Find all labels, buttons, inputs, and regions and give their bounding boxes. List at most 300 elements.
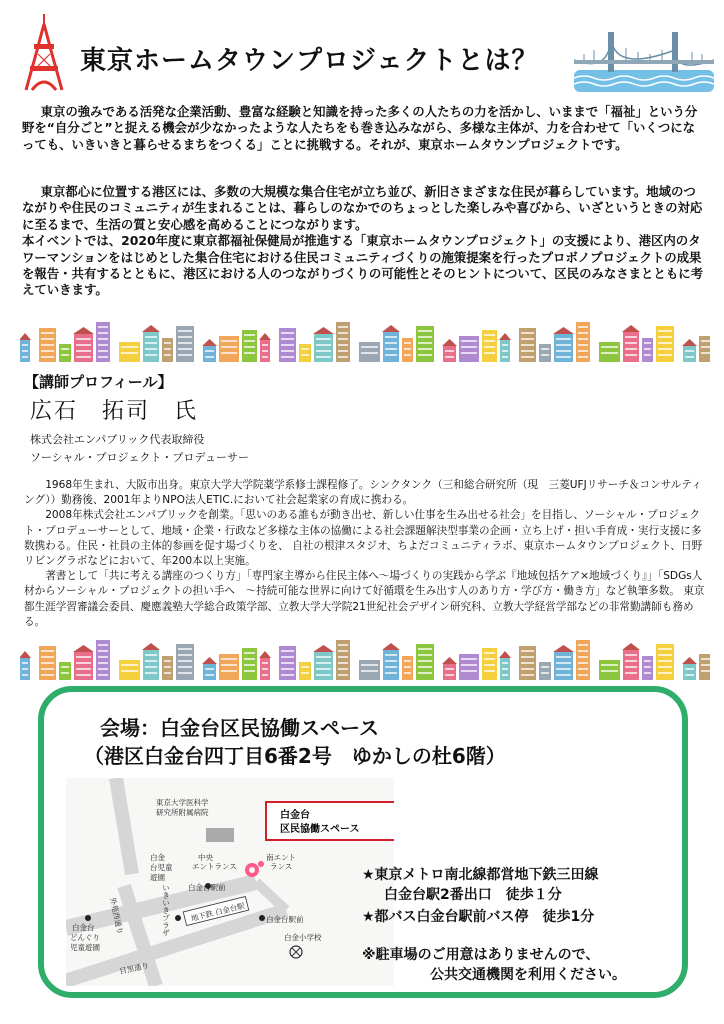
town-window xyxy=(338,338,348,340)
town-window xyxy=(145,672,157,674)
town-window xyxy=(338,656,348,658)
tokyo-tower-icon xyxy=(22,14,66,92)
town-window xyxy=(164,354,171,356)
town-window xyxy=(521,356,534,358)
town-window xyxy=(404,342,411,344)
town-window xyxy=(205,356,214,358)
town-window xyxy=(521,668,534,670)
town-window xyxy=(385,672,397,674)
town-window xyxy=(41,668,54,670)
town-roof xyxy=(553,645,574,652)
town-roof xyxy=(382,325,400,332)
town-window xyxy=(625,654,637,656)
town-window xyxy=(22,662,28,664)
venue-callout-label: 区民協働スペース xyxy=(280,824,360,835)
town-window xyxy=(221,346,237,348)
town-building xyxy=(459,654,479,680)
town-window xyxy=(556,356,571,358)
town-window xyxy=(76,338,91,340)
town-window xyxy=(178,654,192,656)
speaker-bio xyxy=(24,478,708,630)
town-window xyxy=(338,350,348,352)
town-window xyxy=(658,666,672,668)
town-window xyxy=(658,330,672,332)
town-window xyxy=(484,670,495,672)
town-building xyxy=(59,662,71,680)
town-roof xyxy=(442,339,457,346)
town-window xyxy=(178,354,192,356)
town-window xyxy=(361,664,378,666)
town-window xyxy=(338,662,348,664)
town-window xyxy=(484,658,495,660)
town-window xyxy=(145,660,157,662)
town-window xyxy=(178,672,192,674)
town-window xyxy=(145,336,157,338)
park-label: 児童遊園 xyxy=(70,943,100,952)
town-window xyxy=(461,658,477,660)
town-window xyxy=(701,664,710,666)
town-window xyxy=(338,644,348,646)
town-window xyxy=(685,350,694,352)
town-window xyxy=(41,650,54,652)
town-window xyxy=(178,342,192,344)
town-roof xyxy=(313,645,334,652)
town-window xyxy=(145,342,157,344)
town-window xyxy=(121,352,138,354)
town-window xyxy=(41,350,54,352)
town-window xyxy=(22,668,28,670)
town-window xyxy=(484,340,495,342)
town-window xyxy=(556,668,571,670)
town-window xyxy=(404,660,411,662)
town-window xyxy=(658,654,672,656)
town-window xyxy=(556,338,571,340)
town-window xyxy=(301,666,309,668)
town-window xyxy=(404,666,411,668)
town-roof xyxy=(313,327,334,334)
town-window xyxy=(61,666,69,668)
town-roof xyxy=(442,657,457,664)
town-window xyxy=(98,644,108,646)
town-window xyxy=(316,338,331,340)
town-window xyxy=(418,336,432,338)
town-window xyxy=(685,356,694,358)
access-bus: ★都バス白金台駅前バス停 徒歩1分 xyxy=(362,909,595,925)
town-window xyxy=(244,658,255,660)
town-window xyxy=(221,352,237,354)
town-window xyxy=(22,674,28,676)
town-window xyxy=(281,344,294,346)
bus-stop-label: 白金台駅前 xyxy=(188,883,226,892)
speaker-name: 広石 拓司 氏 xyxy=(30,399,199,424)
town-window xyxy=(418,654,432,656)
town-building xyxy=(203,664,216,680)
town-window xyxy=(445,356,454,358)
town-window xyxy=(121,664,138,666)
town-window xyxy=(625,342,637,344)
town-window xyxy=(98,674,108,676)
town-window xyxy=(41,662,54,664)
town-window xyxy=(521,662,534,664)
town-window xyxy=(445,674,454,676)
town-window xyxy=(361,346,378,348)
town-window xyxy=(385,336,397,338)
town-window xyxy=(316,662,331,664)
town-window xyxy=(418,342,432,344)
town-window xyxy=(221,658,237,660)
page-title: 東京ホームタウンプロジェクトとは？ xyxy=(80,46,539,76)
town-window xyxy=(521,674,534,676)
parking-note-detail: 公共交通機関を利用ください。 xyxy=(430,967,626,983)
town-window xyxy=(244,346,255,348)
bio-paragraph-1: 1968年生まれ、大阪市出身。東京大学大学院薬学系修士課程修了。シンクタンク（三和総合研究所（現 三菱UFJリサーチ＆コンサルティング））勤務後、2001年よりNPO法人ETIC.において社会起業家の育成に携わる。 xyxy=(24,479,702,507)
town-window xyxy=(244,664,255,666)
rainbow-bridge-icon xyxy=(574,30,714,92)
town-window xyxy=(262,344,268,346)
bus-stop-icon xyxy=(259,915,265,921)
town-window xyxy=(625,666,637,668)
access-map xyxy=(66,778,394,986)
town-roof xyxy=(553,327,574,334)
town-window xyxy=(361,670,378,672)
town-window xyxy=(658,342,672,344)
town-roof xyxy=(622,643,640,650)
town-window xyxy=(61,672,69,674)
town-roof xyxy=(499,333,511,340)
town-window xyxy=(76,656,91,658)
street-label: 外苑西通り xyxy=(108,896,125,936)
town-window xyxy=(625,672,637,674)
town-window xyxy=(521,338,534,340)
town-window xyxy=(98,338,108,340)
town-window xyxy=(556,344,571,346)
town-window xyxy=(418,354,432,356)
town-building xyxy=(459,336,479,362)
town-illustration xyxy=(20,318,710,362)
town-roof xyxy=(202,657,217,664)
town-window xyxy=(385,660,397,662)
town-window xyxy=(461,352,477,354)
town-window xyxy=(281,332,294,334)
venue-callout-label: 白金台 xyxy=(280,810,310,821)
venue-address: （港区白金台四丁目6番2号 ゆかしの杜6階） xyxy=(84,744,506,768)
town-window xyxy=(22,356,28,358)
hospital-building xyxy=(206,828,234,842)
town-window xyxy=(76,662,91,664)
town-window xyxy=(145,666,157,668)
town-building xyxy=(299,344,311,362)
town-window xyxy=(644,354,651,356)
town-window xyxy=(178,336,192,338)
town-window xyxy=(262,350,268,352)
town-window xyxy=(98,350,108,352)
plaza-label: 白金 xyxy=(150,853,165,862)
bio-paragraph-3: 著書として「共に考える講座のつくり方」「専門家主導から住民主体へ～場づくりの実践から学ぶ『地域包括ケア×地域づくり』」「SDGs人材からソーシャル・プロジェクトの担い手へ ～持続可能な世界に向けて好循環を生み出す人のあり方・学び方・働き方」など執筆多数。 東京都生涯学習審議会委員、慶應義塾大学総合政策学部、立教大学大学院21世紀社会デザイン研究科、立教大学経営学部などの非常勤講師も務める。 xyxy=(24,570,705,628)
town-window xyxy=(164,666,171,668)
town-roof xyxy=(20,651,31,658)
town-roof xyxy=(202,339,217,346)
town-window xyxy=(445,350,454,352)
town-building xyxy=(683,346,696,362)
town-window xyxy=(385,342,397,344)
town-window xyxy=(484,346,495,348)
town-window xyxy=(262,674,268,676)
bio-paragraph-2: 2008年株式会社エンパブリックを創業。「思いのある誰もが動き出せ、新しい仕事を生み出せる社会」を目指し、ソーシャル・プロジェクト・プロデューサーとして、地域・企業・行政など多様な主体の協働による社会課題解決型事業の企画・立ち上げ・担い手育成・実行支援に多数携わる。住民・社員の主体的参画を促す場づくりを、 自社の根津スタジオ、ちよだコミュニティラボ、東京ホームタウンプロジェクト、日野リビングラボなどにおいて、年200本以上実施。 xyxy=(24,509,703,568)
town-building xyxy=(539,344,551,362)
town-window xyxy=(221,340,237,342)
town-window xyxy=(221,670,237,672)
town-window xyxy=(521,350,534,352)
town-window xyxy=(521,650,534,652)
intro-paragraph-1 xyxy=(22,104,706,153)
town-window xyxy=(502,668,508,670)
town-window xyxy=(685,674,694,676)
town-window xyxy=(121,346,138,348)
town-window xyxy=(502,662,508,664)
town-window xyxy=(418,666,432,668)
town-building xyxy=(699,336,710,362)
town-window xyxy=(178,660,192,662)
town-window xyxy=(541,672,549,674)
town-window xyxy=(484,334,495,336)
town-window xyxy=(658,672,672,674)
town-window xyxy=(685,668,694,670)
town-window xyxy=(461,670,477,672)
park-label: 白金台 xyxy=(72,923,95,932)
town-window xyxy=(338,674,348,676)
town-window xyxy=(281,668,294,670)
town-window xyxy=(578,668,588,670)
town-window xyxy=(244,334,255,336)
town-window xyxy=(461,664,477,666)
town-window xyxy=(502,356,508,358)
town-window xyxy=(385,348,397,350)
town-window xyxy=(121,670,138,672)
town-window xyxy=(316,344,331,346)
town-window xyxy=(502,350,508,352)
town-window xyxy=(601,664,618,666)
entrance-label: エントランス xyxy=(192,862,237,871)
town-window xyxy=(578,356,588,358)
intro-text-2b: 本イベントでは、2020年度に東京都福祉保健局が推進する「東京ホームタウンプロジェクト」の支援により、港区内のタワーマンションをはじめとした集合住宅における住民コミュニティづくりの施策提案を行ったプロボノプロジェクトの成果を報告・共有するとともに、港区における人のつながりづくりの可能性とそのヒントについて、区民のみなさまとともに考えていきます。 xyxy=(22,233,703,298)
town-window xyxy=(244,352,255,354)
town-window xyxy=(262,356,268,358)
town-window xyxy=(164,342,171,344)
town-window xyxy=(205,668,214,670)
intro-text-2a: 東京都心に位置する港区には、多数の大規模な集合住宅が立ち並び、新旧さまざまな住民が暮らしています。地域のつながりや住民のコミュニティが生まれることは、暮らしのなかでのちょっとした楽しみや喜びから、いざというときの対応に至るまで、生活の質と安心感を高めることにつながります。 xyxy=(22,184,703,232)
speaker-role: 株式会社エンパブリック代表取締役 xyxy=(30,433,205,446)
town-window xyxy=(98,344,108,346)
town-roof xyxy=(259,651,271,658)
town-window xyxy=(644,660,651,662)
town-window xyxy=(404,348,411,350)
town-building xyxy=(443,664,456,680)
town-window xyxy=(316,356,331,358)
town-window xyxy=(98,326,108,328)
town-window xyxy=(145,354,157,356)
town-window xyxy=(61,354,69,356)
town-window xyxy=(316,350,331,352)
town-window xyxy=(178,348,192,350)
town-window xyxy=(578,338,588,340)
town-window xyxy=(556,350,571,352)
town-window xyxy=(98,356,108,358)
town-building xyxy=(539,662,551,680)
town-window xyxy=(338,356,348,358)
town-window xyxy=(316,668,331,670)
town-window xyxy=(205,674,214,676)
town-window xyxy=(145,348,157,350)
town-window xyxy=(281,356,294,358)
town-window xyxy=(98,332,108,334)
town-window xyxy=(178,330,192,332)
town-window xyxy=(644,666,651,668)
town-window xyxy=(701,352,710,354)
town-window xyxy=(164,672,171,674)
town-window xyxy=(281,656,294,658)
town-window xyxy=(164,348,171,350)
town-window xyxy=(556,674,571,676)
town-window xyxy=(61,348,69,350)
town-window xyxy=(301,672,309,674)
venue-title: 会場：白金台区民協働スペース xyxy=(100,716,379,740)
town-roof xyxy=(682,339,697,346)
school-label: 白金小学校 xyxy=(284,933,322,942)
town-window xyxy=(418,330,432,332)
town-building xyxy=(443,346,456,362)
town-roof xyxy=(73,645,94,652)
town-roof xyxy=(73,327,94,334)
town-window xyxy=(98,656,108,658)
town-window xyxy=(244,670,255,672)
town-window xyxy=(578,332,588,334)
town-window xyxy=(484,352,495,354)
town-roof xyxy=(622,325,640,332)
town-window xyxy=(418,672,432,674)
town-building xyxy=(203,346,216,362)
town-window xyxy=(404,354,411,356)
town-window xyxy=(578,656,588,658)
plaza-label: 遊園 xyxy=(150,873,165,882)
town-window xyxy=(281,662,294,664)
town-window xyxy=(445,668,454,670)
town-window xyxy=(418,648,432,650)
town-window xyxy=(41,344,54,346)
town-window xyxy=(644,348,651,350)
town-window xyxy=(221,664,237,666)
town-building xyxy=(219,654,239,680)
town-roof xyxy=(20,333,31,340)
town-window xyxy=(541,666,549,668)
intro-text-1: 東京の強みである活発な企業活動、豊富な経験と知識を持った多くの人たちの力を活かし、いままで「福祉」という分野を“自分ごと”と捉える機会が少なかったような人たちをも巻き込みながら、多様な主体が、力を合わせて「いくつになっても、いきいきと暮らせるまちをつくる」ことに挑戦する。それが、東京ホームタウンプロジェクトです。 xyxy=(22,104,698,152)
town-window xyxy=(502,674,508,676)
town-window xyxy=(578,326,588,328)
town-window xyxy=(625,336,637,338)
town-window xyxy=(541,354,549,356)
town-window xyxy=(178,666,192,668)
town-window xyxy=(461,340,477,342)
town-window xyxy=(625,348,637,350)
access-subway: ★東京メトロ南北線都営地下鉄三田線 xyxy=(362,867,599,883)
town-roof xyxy=(499,651,511,658)
town-window xyxy=(41,332,54,334)
town-window xyxy=(41,356,54,358)
town-window xyxy=(281,350,294,352)
town-window xyxy=(316,656,331,658)
town-window xyxy=(385,666,397,668)
town-window xyxy=(22,350,28,352)
town-window xyxy=(301,354,309,356)
town-window xyxy=(701,340,710,342)
town-window xyxy=(361,352,378,354)
town-window xyxy=(658,660,672,662)
town-window xyxy=(701,346,710,348)
town-window xyxy=(521,332,534,334)
town-window xyxy=(644,342,651,344)
town-window xyxy=(301,348,309,350)
town-window xyxy=(601,670,618,672)
town-window xyxy=(541,348,549,350)
entrance-label: ランス xyxy=(270,862,293,871)
town-window xyxy=(338,332,348,334)
town-window xyxy=(644,672,651,674)
town-window xyxy=(502,344,508,346)
town-window xyxy=(658,354,672,356)
town-window xyxy=(98,668,108,670)
town-roof xyxy=(142,325,160,332)
town-window xyxy=(625,354,637,356)
hospital-label: 研究所附属病院 xyxy=(156,808,209,817)
town-roof xyxy=(382,643,400,650)
town-window xyxy=(164,660,171,662)
town-building xyxy=(299,662,311,680)
town-window xyxy=(578,650,588,652)
parking-note: ※駐車場のご用意はありませんので、 xyxy=(362,947,600,963)
town-window xyxy=(41,338,54,340)
town-window xyxy=(98,662,108,664)
town-window xyxy=(484,664,495,666)
town-window xyxy=(338,668,348,670)
entrance-label: 中央 xyxy=(198,853,213,862)
town-window xyxy=(76,674,91,676)
subway-label: 地下鉄 白金台駅 xyxy=(190,901,246,924)
town-building xyxy=(683,664,696,680)
town-window xyxy=(578,662,588,664)
town-window xyxy=(658,648,672,650)
town-window xyxy=(658,336,672,338)
town-window xyxy=(418,660,432,662)
town-window xyxy=(578,674,588,676)
street-label: 目黒通り xyxy=(118,960,150,976)
town-window xyxy=(385,654,397,656)
town-window xyxy=(556,656,571,658)
entrance-label: 南エント xyxy=(266,853,296,862)
town-window xyxy=(418,348,432,350)
town-window xyxy=(316,674,331,676)
town-window xyxy=(404,672,411,674)
town-window xyxy=(556,662,571,664)
plaza-marker-icon xyxy=(175,915,181,921)
intro-paragraph-2 xyxy=(22,184,706,299)
town-roof xyxy=(259,333,271,340)
park-label: どんぐり xyxy=(70,933,100,942)
town-window xyxy=(244,652,255,654)
town-window xyxy=(98,650,108,652)
plaza-label: 台児童 xyxy=(150,863,173,872)
town-window xyxy=(76,668,91,670)
town-window xyxy=(76,356,91,358)
access-subway-detail: 白金台駅2番出口 徒歩１分 xyxy=(384,887,562,903)
